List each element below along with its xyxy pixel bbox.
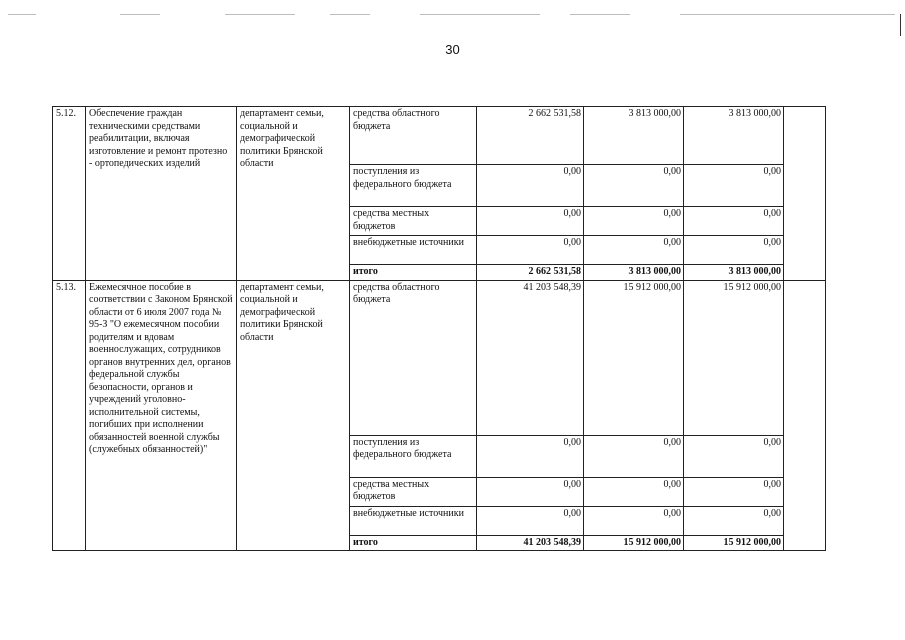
- value-cell: 15 912 000,00: [584, 280, 684, 435]
- total-label: итого: [350, 535, 477, 551]
- value-cell: 0,00: [584, 477, 684, 506]
- value-cell: 3 813 000,00: [684, 107, 784, 165]
- empty-cell: [784, 280, 826, 551]
- item-executor: департамент семьи, социальной и демографической политики Брянской области: [237, 280, 350, 551]
- value-cell: 0,00: [684, 236, 784, 265]
- table-row: [53, 107, 826, 165]
- item-number: 5.13.: [53, 280, 86, 551]
- source-label: средства местных бюджетов: [350, 477, 477, 506]
- value-cell: 0,00: [584, 236, 684, 265]
- source-label: поступления из федерального бюджета: [350, 165, 477, 207]
- value-cell: 0,00: [477, 165, 584, 207]
- source-label: поступления из федерального бюджета: [350, 435, 477, 477]
- source-label: средства местных бюджетов: [350, 207, 477, 236]
- total-label: итого: [350, 265, 477, 281]
- source-label: внебюджетные источники: [350, 236, 477, 265]
- value-cell: 0,00: [684, 207, 784, 236]
- value-cell: 41 203 548,39: [477, 280, 584, 435]
- item-number: 5.12.: [53, 107, 86, 281]
- source-label: средства областного бюджета: [350, 107, 477, 165]
- page-number: 30: [445, 42, 460, 57]
- value-cell: 0,00: [584, 207, 684, 236]
- value-cell: 0,00: [684, 477, 784, 506]
- value-cell: 0,00: [477, 236, 584, 265]
- value-cell: 0,00: [684, 165, 784, 207]
- total-value: 15 912 000,00: [584, 535, 684, 551]
- scan-artifact: [0, 8, 905, 22]
- value-cell: 0,00: [477, 435, 584, 477]
- value-cell: 0,00: [477, 477, 584, 506]
- value-cell: 0,00: [477, 506, 584, 535]
- value-cell: 3 813 000,00: [584, 107, 684, 165]
- empty-cell: [784, 107, 826, 281]
- value-cell: 15 912 000,00: [684, 280, 784, 435]
- program-table: [52, 106, 826, 551]
- value-cell: 0,00: [684, 506, 784, 535]
- value-cell: 0,00: [584, 506, 684, 535]
- total-value: 15 912 000,00: [684, 535, 784, 551]
- table-row: [53, 280, 826, 435]
- total-value: 3 813 000,00: [684, 265, 784, 281]
- total-value: 3 813 000,00: [584, 265, 684, 281]
- scan-edge-mark: [900, 14, 901, 36]
- item-executor: департамент семьи, социальной и демографической политики Брянской области: [237, 107, 350, 281]
- value-cell: 0,00: [584, 165, 684, 207]
- value-cell: 2 662 531,58: [477, 107, 584, 165]
- value-cell: 0,00: [684, 435, 784, 477]
- source-label: средства областного бюджета: [350, 280, 477, 435]
- value-cell: 0,00: [584, 435, 684, 477]
- total-value: 2 662 531,58: [477, 265, 584, 281]
- total-value: 41 203 548,39: [477, 535, 584, 551]
- value-cell: 0,00: [477, 207, 584, 236]
- source-label: внебюджетные источники: [350, 506, 477, 535]
- item-name: Ежемесячное пособие в соответствии с Законом Брянской области от 6 июля 2007 года № 95-З "О ежемесячном пособии родителям и вдовам военнослужащих, сотрудников органов внутренних дел, органов федеральной службы безопасности, органов и учреждений уголовно-исполнительной системы, погибших при исполнении обязанностей военной службы (служебных обязанностей)": [86, 280, 237, 551]
- item-name: Обеспечение граждан техническими средствами реабилитации, включая изготовление и ремонт протезно - ортопедических изделий: [86, 107, 237, 281]
